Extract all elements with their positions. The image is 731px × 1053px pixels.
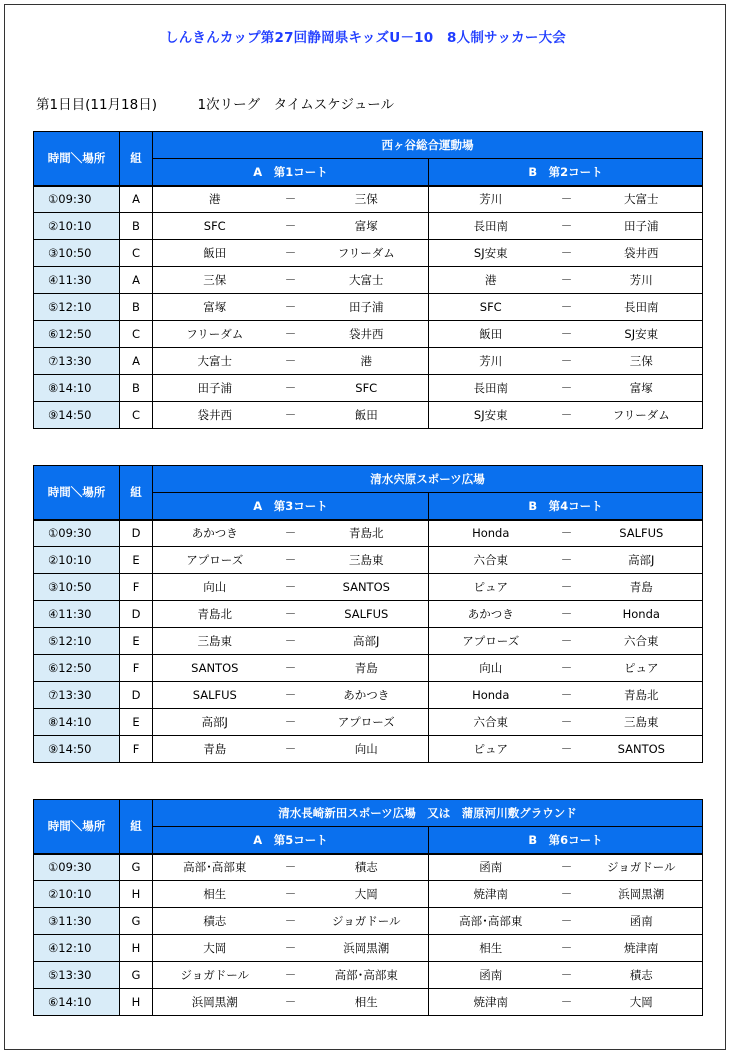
court-a-team-2: 大岡 [305,881,429,908]
court-b-vs: － [553,186,581,213]
court-a-team-1: SANTOS [153,655,277,682]
header-time-place: 時間＼場所 [34,800,120,854]
match-time: ⑦13:30 [34,682,120,709]
court-a-vs: － [277,881,305,908]
match-group: F [120,736,153,763]
court-b-team-1: 長田南 [429,213,553,240]
header-time-place: 時間＼場所 [34,132,120,186]
court-a-team-1: 飯田 [153,240,277,267]
match-group: E [120,628,153,655]
court-b-team-2: 焼津南 [581,935,703,962]
court-b-team-2: 浜岡黒潮 [581,881,703,908]
court-a-vs: － [277,709,305,736]
court-a-team-1: 三島東 [153,628,277,655]
court-b-team-1: 長田南 [429,375,553,402]
match-group: D [120,601,153,628]
match-row [34,962,703,989]
schedule-table [33,131,703,429]
match-group: A [120,267,153,294]
court-b-team-1: 焼津南 [429,989,553,1016]
match-time: ⑤12:10 [34,294,120,321]
match-row [34,628,703,655]
match-time: ③11:30 [34,908,120,935]
court-b-team-1: 港 [429,267,553,294]
court-b-team-2: ピュア [581,655,703,682]
match-row [34,547,703,574]
match-group: E [120,547,153,574]
court-b-team-1: ピュア [429,736,553,763]
court-a-team-1: フリーダム [153,321,277,348]
match-row [34,881,703,908]
court-b-team-2: 三保 [581,348,703,375]
match-time: ⑥12:50 [34,655,120,682]
match-row [34,601,703,628]
match-row [34,267,703,294]
court-a-header: A 第1コート [153,159,429,186]
court-a-team-2: 富塚 [305,213,429,240]
match-group: G [120,908,153,935]
court-a-vs: － [277,935,305,962]
court-b-team-2: 積志 [581,962,703,989]
court-a-vs: － [277,186,305,213]
court-a-team-1: 積志 [153,908,277,935]
court-b-team-1: Honda [429,520,553,547]
court-b-team-2: 富塚 [581,375,703,402]
court-a-team-2: 田子浦 [305,294,429,321]
match-time: ⑤13:30 [34,962,120,989]
court-b-team-1: 芳川 [429,348,553,375]
court-b-header: B 第6コート [429,827,703,854]
match-row [34,989,703,1016]
court-b-team-1: 飯田 [429,321,553,348]
match-row [34,375,703,402]
court-b-team-1: 函南 [429,854,553,881]
court-a-vs: － [277,655,305,682]
court-b-team-2: 大岡 [581,989,703,1016]
court-a-team-1: 富塚 [153,294,277,321]
court-b-team-2: 高部J [581,547,703,574]
header-group: 組 [120,132,153,186]
court-a-team-2: 高部J [305,628,429,655]
court-a-team-2: 飯田 [305,402,429,429]
court-a-vs: － [277,375,305,402]
court-a-team-2: SALFUS [305,601,429,628]
match-row [34,682,703,709]
court-a-vs: － [277,267,305,294]
match-row [34,402,703,429]
court-b-vs: － [553,962,581,989]
court-a-team-2: 大富士 [305,267,429,294]
court-b-vs: － [553,908,581,935]
match-time: ④11:30 [34,601,120,628]
court-a-team-2: 三島東 [305,547,429,574]
match-row [34,908,703,935]
match-row [34,854,703,881]
court-b-vs: － [553,881,581,908]
schedule-table [33,465,703,763]
court-b-vs: － [553,854,581,881]
schedule-table [33,799,703,1016]
court-a-vs: － [277,402,305,429]
court-a-vs: － [277,348,305,375]
court-a-vs: － [277,628,305,655]
match-time: ④12:10 [34,935,120,962]
court-b-team-1: SJ安東 [429,402,553,429]
court-b-team-2: 六合東 [581,628,703,655]
court-a-team-1: あかつき [153,520,277,547]
court-a-team-1: 港 [153,186,277,213]
match-row [34,294,703,321]
court-b-team-2: 函南 [581,908,703,935]
match-time: ①09:30 [34,186,120,213]
court-a-team-1: ジョガドール [153,962,277,989]
court-a-vs: － [277,682,305,709]
court-a-team-1: 高部J [153,709,277,736]
match-row [34,240,703,267]
court-b-team-1: あかつき [429,601,553,628]
court-a-vs: － [277,962,305,989]
court-a-team-2: ジョガドール [305,908,429,935]
match-group: A [120,348,153,375]
court-a-team-2: SFC [305,375,429,402]
court-b-vs: － [553,267,581,294]
court-b-team-1: 六合東 [429,709,553,736]
match-row [34,574,703,601]
court-b-team-1: SJ安東 [429,240,553,267]
court-a-vs: － [277,547,305,574]
court-a-vs: － [277,854,305,881]
court-b-vs: － [553,348,581,375]
court-a-team-1: 袋井西 [153,402,277,429]
court-a-team-2: 積志 [305,854,429,881]
court-b-team-2: SALFUS [581,520,703,547]
venue-name: 清水宍原スポーツ広場 [153,466,703,493]
court-a-team-1: 相生 [153,881,277,908]
court-a-team-2: 浜岡黒潮 [305,935,429,962]
match-group: E [120,709,153,736]
match-time: ⑧14:10 [34,375,120,402]
court-a-vs: － [277,601,305,628]
court-a-team-2: 港 [305,348,429,375]
match-row [34,736,703,763]
court-b-team-1: 焼津南 [429,881,553,908]
court-a-team-2: 高部･高部東 [305,962,429,989]
court-a-vs: － [277,989,305,1016]
court-b-team-2: 芳川 [581,267,703,294]
court-a-vs: － [277,321,305,348]
header-group: 組 [120,800,153,854]
match-group: C [120,402,153,429]
court-a-team-1: 青島北 [153,601,277,628]
match-time: ③10:50 [34,574,120,601]
match-row [34,520,703,547]
court-a-vs: － [277,213,305,240]
court-b-vs: － [553,736,581,763]
court-a-team-1: SALFUS [153,682,277,709]
match-time: ②10:10 [34,881,120,908]
court-a-team-2: 向山 [305,736,429,763]
court-a-vs: － [277,294,305,321]
match-group: C [120,321,153,348]
match-group: C [120,240,153,267]
match-row [34,655,703,682]
court-b-header: B 第2コート [429,159,703,186]
match-row [34,321,703,348]
court-a-team-2: 三保 [305,186,429,213]
court-a-team-1: 田子浦 [153,375,277,402]
match-time: ⑤12:10 [34,628,120,655]
court-b-team-2: 田子浦 [581,213,703,240]
match-group: D [120,520,153,547]
court-a-team-1: 向山 [153,574,277,601]
venue-name: 西ヶ谷総合運動場 [153,132,703,159]
court-b-vs: － [553,682,581,709]
schedule-subtitle: 第1日目(11月18日) 1次リーグ タイムスケジュール [36,97,394,113]
court-a-team-2: 青島 [305,655,429,682]
court-b-vs: － [553,574,581,601]
court-a-team-2: 袋井西 [305,321,429,348]
match-time: ④11:30 [34,267,120,294]
court-a-team-1: 三保 [153,267,277,294]
court-b-team-2: SANTOS [581,736,703,763]
header-group: 組 [120,466,153,520]
court-a-team-1: 大岡 [153,935,277,962]
court-a-vs: － [277,574,305,601]
court-b-vs: － [553,709,581,736]
match-group: A [120,186,153,213]
court-b-team-2: 大富士 [581,186,703,213]
court-b-team-2: Honda [581,601,703,628]
court-b-vs: － [553,935,581,962]
court-b-vs: － [553,989,581,1016]
match-group: G [120,962,153,989]
court-b-team-1: 函南 [429,962,553,989]
court-b-team-1: 高部･高部東 [429,908,553,935]
match-time: ②10:10 [34,547,120,574]
court-b-vs: － [553,402,581,429]
court-b-team-1: SFC [429,294,553,321]
match-time: ⑨14:50 [34,402,120,429]
court-a-header: A 第3コート [153,493,429,520]
court-a-team-1: 高部･高部東 [153,854,277,881]
match-row [34,186,703,213]
court-a-team-1: 浜岡黒潮 [153,989,277,1016]
match-group: B [120,294,153,321]
match-time: ②10:10 [34,213,120,240]
match-group: F [120,574,153,601]
court-b-vs: － [553,628,581,655]
court-b-vs: － [553,375,581,402]
court-b-team-1: Honda [429,682,553,709]
court-b-team-2: ジョガドール [581,854,703,881]
match-group: H [120,989,153,1016]
match-group: H [120,881,153,908]
venue-name: 清水長崎新田スポーツ広場 又は 蒲原河川敷グラウンド [153,800,703,827]
court-a-team-1: SFC [153,213,277,240]
match-group: H [120,935,153,962]
match-time: ①09:30 [34,520,120,547]
court-b-vs: － [553,520,581,547]
court-b-team-2: 袋井西 [581,240,703,267]
court-a-vs: － [277,908,305,935]
court-b-team-1: 向山 [429,655,553,682]
court-b-team-1: アプローズ [429,628,553,655]
match-group: G [120,854,153,881]
court-a-team-2: 青島北 [305,520,429,547]
court-b-team-2: 青島 [581,574,703,601]
match-group: D [120,682,153,709]
court-b-vs: － [553,655,581,682]
court-b-team-2: フリーダム [581,402,703,429]
page-title: しんきんカップ第27回静岡県キッズU－10 8人制サッカー大会 [165,30,566,46]
match-group: B [120,375,153,402]
match-group: F [120,655,153,682]
match-row [34,709,703,736]
court-b-team-2: SJ安東 [581,321,703,348]
match-row [34,348,703,375]
court-b-vs: － [553,294,581,321]
court-a-team-2: SANTOS [305,574,429,601]
court-a-header: A 第5コート [153,827,429,854]
court-a-vs: － [277,736,305,763]
match-time: ⑥12:50 [34,321,120,348]
court-a-team-2: 相生 [305,989,429,1016]
header-time-place: 時間＼場所 [34,466,120,520]
court-b-vs: － [553,321,581,348]
match-time: ⑥14:10 [34,989,120,1016]
court-b-vs: － [553,213,581,240]
court-b-team-2: 青島北 [581,682,703,709]
court-a-team-2: あかつき [305,682,429,709]
court-b-vs: － [553,240,581,267]
court-b-team-2: 長田南 [581,294,703,321]
court-b-vs: － [553,547,581,574]
court-a-team-2: アプローズ [305,709,429,736]
match-group: B [120,213,153,240]
court-a-team-1: 青島 [153,736,277,763]
court-b-header: B 第4コート [429,493,703,520]
court-a-team-2: フリーダム [305,240,429,267]
match-time: ①09:30 [34,854,120,881]
match-row [34,213,703,240]
court-a-vs: － [277,240,305,267]
match-time: ⑦13:30 [34,348,120,375]
match-row [34,935,703,962]
match-time: ③10:50 [34,240,120,267]
court-b-team-2: 三島東 [581,709,703,736]
match-time: ⑨14:50 [34,736,120,763]
court-a-team-1: アプローズ [153,547,277,574]
court-b-team-1: 相生 [429,935,553,962]
court-b-vs: － [553,601,581,628]
court-b-team-1: 六合東 [429,547,553,574]
court-a-vs: － [277,520,305,547]
court-a-team-1: 大富士 [153,348,277,375]
court-b-team-1: ピュア [429,574,553,601]
court-b-team-1: 芳川 [429,186,553,213]
match-time: ⑧14:10 [34,709,120,736]
